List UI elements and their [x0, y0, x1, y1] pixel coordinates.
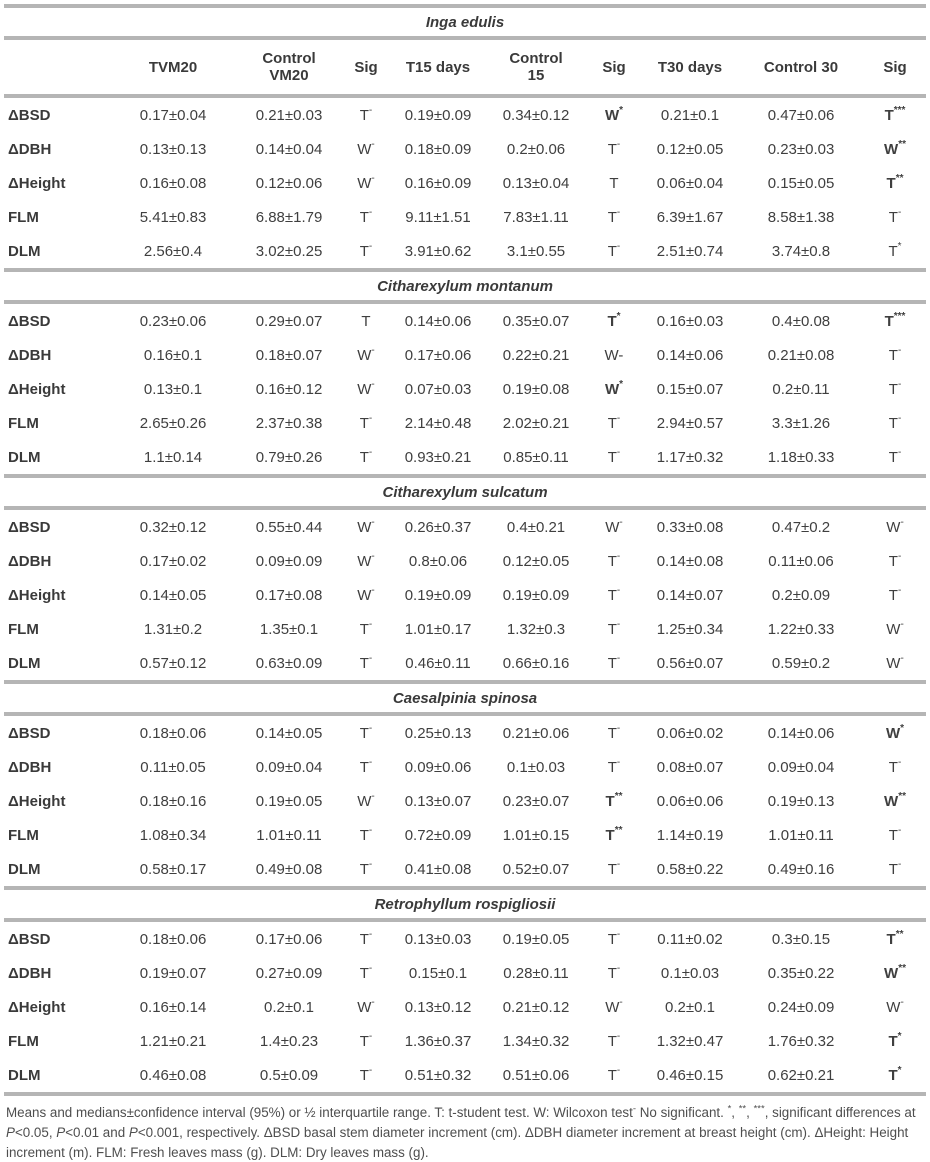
sig-cell: T- [607, 722, 621, 742]
sig-cell: T- [888, 378, 902, 398]
value-cell: 0.2±0.06 [506, 140, 566, 158]
sig-cell: T** [605, 824, 623, 844]
value-cell: 0.19±0.05 [502, 930, 570, 948]
table-row [4, 578, 926, 612]
value-cell: 1.31±0.2 [143, 620, 203, 638]
row-label: ΔDBH [8, 758, 52, 776]
value-cell: 1.76±0.32 [767, 1032, 835, 1050]
sig-cell: T- [607, 652, 621, 672]
table-footnote: Means and medians±confidence interval (95%) or ½ interquartile range. T: t-student test. W: Wilcoxon test- No significant. *, **, ***, significant differences at P<0.05, P<0.01 and P<0.001, respectively. ΔBSD basal stem diameter increment (cm). ΔDBH diameter increment at breast height (cm). ΔHeight: Height increment (m). FLM: Fresh leaves mass (g). DLM: Dry leaves mass (g). [6, 1103, 916, 1160]
species-header-row [4, 476, 926, 508]
row-label: DLM [8, 654, 41, 672]
row-label: ΔDBH [8, 964, 52, 982]
sig-cell: W- [357, 516, 375, 536]
sig-cell: W- [605, 996, 623, 1016]
value-cell: 1.14±0.19 [656, 826, 724, 844]
species-header-row [4, 6, 926, 38]
value-cell: 0.4±0.08 [771, 312, 831, 330]
sig-cell: T- [607, 618, 621, 638]
species-name: Retrophyllum rospigliosii [4, 888, 926, 920]
value-cell: 0.12±0.05 [656, 140, 724, 158]
value-cell: 0.49±0.08 [255, 860, 323, 878]
value-cell: 0.2±0.1 [665, 998, 715, 1016]
value-cell: 0.13±0.04 [502, 174, 570, 192]
value-cell: 0.09±0.06 [404, 758, 472, 776]
row-label: ΔHeight [8, 380, 66, 398]
column-header: Sig [864, 38, 926, 96]
column-header-row [4, 38, 926, 96]
sig-cell: T- [359, 928, 373, 948]
sig-cell: T- [359, 240, 373, 260]
row-label: ΔBSD [8, 518, 51, 536]
value-cell: 0.15±0.1 [408, 964, 468, 982]
value-cell: 0.17±0.04 [139, 106, 207, 124]
column-header: Sig [586, 38, 642, 96]
value-cell: 1.08±0.34 [139, 826, 207, 844]
corner-header [4, 38, 110, 96]
row-label: ΔDBH [8, 346, 52, 364]
sig-cell: W- [357, 172, 375, 192]
table-row [4, 784, 926, 818]
column-header: Control 30 [738, 38, 864, 96]
sig-cell: T- [888, 344, 902, 364]
value-cell: 0.55±0.44 [255, 518, 323, 536]
value-cell: 0.23±0.06 [139, 312, 207, 330]
row-label: FLM [8, 1032, 39, 1050]
value-cell: 1.35±0.1 [259, 620, 319, 638]
sig-cell: T** [886, 172, 904, 192]
value-cell: 0.19±0.08 [502, 380, 570, 398]
value-cell: 1.32±0.3 [506, 620, 566, 638]
value-cell: 2.65±0.26 [139, 414, 207, 432]
value-cell: 0.19±0.09 [404, 106, 472, 124]
value-cell: 0.14±0.04 [255, 140, 323, 158]
sig-cell: T- [888, 858, 902, 878]
value-cell: 0.18±0.07 [255, 346, 323, 364]
table-row [4, 508, 926, 544]
value-cell: 3.91±0.62 [404, 242, 472, 260]
row-label: FLM [8, 414, 39, 432]
value-cell: 0.09±0.04 [255, 758, 323, 776]
sig-cell: W** [884, 138, 906, 158]
value-cell: 0.28±0.11 [503, 964, 569, 982]
value-cell: 0.17±0.02 [139, 552, 207, 570]
column-header: Sig [342, 38, 390, 96]
value-cell: 1.25±0.34 [656, 620, 724, 638]
sig-cell: T** [886, 928, 904, 948]
value-cell: 0.56±0.07 [656, 654, 724, 672]
sig-cell: W- [357, 584, 375, 604]
sig-cell: T- [607, 412, 621, 432]
sig-cell: W- [886, 618, 904, 638]
value-cell: 0.4±0.21 [506, 518, 566, 536]
value-cell: 0.16±0.08 [139, 174, 207, 192]
value-cell: 2.37±0.38 [255, 414, 323, 432]
value-cell: 1.34±0.32 [502, 1032, 570, 1050]
value-cell: 1.17±0.32 [656, 448, 724, 466]
value-cell: 0.23±0.07 [502, 792, 570, 810]
row-label: ΔHeight [8, 998, 66, 1016]
row-label: FLM [8, 208, 39, 226]
sig-cell: T- [607, 138, 621, 158]
value-cell: 0.22±0.21 [502, 346, 570, 364]
value-cell: 0.1±0.03 [506, 758, 566, 776]
value-cell: 0.18±0.16 [139, 792, 207, 810]
value-cell: 0.14±0.06 [404, 312, 472, 330]
value-cell: 0.58±0.17 [139, 860, 207, 878]
value-cell: 0.16±0.14 [139, 998, 207, 1016]
value-cell: 0.13±0.03 [404, 930, 472, 948]
sig-cell: T- [359, 206, 373, 226]
species-header-row [4, 888, 926, 920]
value-cell: 0.17±0.06 [255, 930, 323, 948]
value-cell: 2.14±0.48 [404, 414, 472, 432]
sig-cell: T*** [884, 310, 906, 330]
value-cell: 0.8±0.06 [408, 552, 468, 570]
sig-cell: W- [357, 996, 375, 1016]
value-cell: 0.21±0.06 [502, 724, 570, 742]
value-cell: 0.14±0.06 [767, 724, 835, 742]
column-header: Control 15 [486, 38, 586, 96]
value-cell: 0.06±0.02 [656, 724, 724, 742]
sig-cell: T- [888, 412, 902, 432]
value-cell: 0.35±0.22 [767, 964, 835, 982]
value-cell: 1.36±0.37 [404, 1032, 472, 1050]
species-header-row [4, 682, 926, 714]
value-cell: 0.46±0.08 [110, 1058, 236, 1094]
value-cell: 0.27±0.09 [255, 964, 323, 982]
value-cell: 0.16±0.09 [404, 174, 472, 192]
table-row [4, 852, 926, 888]
row-label: DLM [8, 860, 41, 878]
value-cell: 0.11±0.06 [768, 552, 834, 570]
row-label: DLM [4, 1058, 110, 1094]
table-row [4, 750, 926, 784]
sig-cell: T- [359, 446, 373, 466]
row-label: ΔHeight [8, 792, 66, 810]
value-cell: 0.18±0.06 [139, 724, 207, 742]
value-cell: 1.01±0.11 [256, 826, 322, 844]
table-row [4, 956, 926, 990]
sig-cell: T- [607, 928, 621, 948]
table-row [4, 990, 926, 1024]
sig-cell: T- [607, 756, 621, 776]
sig-cell: T- [888, 756, 902, 776]
sig-cell: W- [605, 516, 623, 536]
sig-cell: T- [342, 1058, 390, 1094]
sig-cell: T- [586, 1058, 642, 1094]
value-cell: 0.14±0.06 [656, 346, 724, 364]
sig-cell: T- [359, 1030, 373, 1050]
value-cell: 0.35±0.07 [502, 312, 570, 330]
value-cell: 0.15±0.07 [656, 380, 724, 398]
value-cell: 0.19±0.09 [502, 586, 570, 604]
value-cell: 1.22±0.33 [767, 620, 835, 638]
row-label: ΔDBH [8, 552, 52, 570]
value-cell: 0.09±0.09 [255, 552, 323, 570]
sig-cell: T- [607, 858, 621, 878]
table-row [4, 234, 926, 270]
row-label: ΔBSD [8, 930, 51, 948]
table-row [4, 166, 926, 200]
sig-cell: T- [888, 824, 902, 844]
column-header: T30 days [642, 38, 738, 96]
sig-cell: T- [607, 550, 621, 570]
value-cell: 0.32±0.12 [139, 518, 207, 536]
sig-cell: W- [357, 344, 375, 364]
sig-cell: T- [607, 1030, 621, 1050]
value-cell: 0.51±0.32 [390, 1058, 486, 1094]
sig-cell: T- [359, 858, 373, 878]
value-cell: 2.56±0.4 [143, 242, 203, 260]
value-cell: 1.01±0.17 [404, 620, 472, 638]
value-cell: 0.21±0.03 [255, 106, 323, 124]
value-cell: 0.2±0.09 [771, 586, 831, 604]
value-cell: 1.18±0.33 [767, 448, 835, 466]
value-cell: 0.85±0.11 [503, 448, 569, 466]
sig-cell: T- [888, 550, 902, 570]
table-row [4, 612, 926, 646]
value-cell: 0.17±0.06 [404, 346, 472, 364]
value-cell: 0.52±0.07 [502, 860, 570, 878]
species-header-row [4, 270, 926, 302]
value-cell: 0.14±0.05 [255, 724, 323, 742]
value-cell: 0.11±0.02 [657, 930, 723, 948]
value-cell: 5.41±0.83 [139, 208, 207, 226]
sig-cell: T- [888, 446, 902, 466]
results-table [4, 4, 926, 1096]
sig-cell: W- [886, 996, 904, 1016]
value-cell: 0.21±0.1 [660, 106, 720, 124]
row-label: DLM [8, 448, 41, 466]
value-cell: 0.47±0.2 [771, 518, 831, 536]
value-cell: 0.29±0.07 [255, 312, 323, 330]
table-row [4, 302, 926, 338]
table-row [4, 646, 926, 682]
value-cell: 3.74±0.8 [771, 242, 831, 260]
value-cell: 1.1±0.14 [143, 448, 203, 466]
sig-cell: T- [359, 104, 373, 124]
value-cell: 0.11±0.05 [140, 758, 206, 776]
value-cell: 1.01±0.11 [768, 826, 834, 844]
value-cell: 0.93±0.21 [404, 448, 472, 466]
sig-cell: T- [359, 756, 373, 776]
value-cell: 0.16±0.03 [656, 312, 724, 330]
species-name: Inga edulis [4, 6, 926, 38]
sig-cell: T- [888, 206, 902, 226]
value-cell: 0.66±0.16 [502, 654, 570, 672]
value-cell: 0.47±0.06 [767, 106, 835, 124]
row-label: DLM [8, 242, 41, 260]
sig-cell: W* [604, 378, 624, 398]
row-label: ΔDBH [8, 140, 52, 158]
sig-cell: W- [357, 550, 375, 570]
sig-cell: T- [359, 412, 373, 432]
value-cell: 0.79±0.26 [255, 448, 323, 466]
sig-cell: T- [607, 584, 621, 604]
value-cell: 0.13±0.13 [139, 140, 207, 158]
value-cell: 0.18±0.06 [139, 930, 207, 948]
sig-cell: W** [884, 962, 906, 982]
value-cell: 2.94±0.57 [656, 414, 724, 432]
table-row [4, 714, 926, 750]
sig-cell: W- [604, 346, 624, 364]
value-cell: 0.2±0.1 [264, 998, 314, 1016]
value-cell: 0.16±0.12 [255, 380, 323, 398]
value-cell: 0.1±0.03 [660, 964, 720, 982]
row-label: FLM [8, 620, 39, 638]
sig-cell: W- [357, 378, 375, 398]
value-cell: 3.1±0.55 [506, 242, 566, 260]
column-header: Control VM20 [236, 38, 342, 96]
table-row [4, 372, 926, 406]
value-cell: 0.63±0.09 [255, 654, 323, 672]
value-cell: 0.58±0.22 [656, 860, 724, 878]
sig-cell: T [609, 174, 619, 192]
row-label: ΔHeight [8, 174, 66, 192]
value-cell: 0.3±0.15 [771, 930, 831, 948]
sig-cell: T- [359, 652, 373, 672]
sig-cell: W* [604, 104, 624, 124]
value-cell: 0.33±0.08 [656, 518, 724, 536]
sig-cell: W- [886, 652, 904, 672]
value-cell: 0.09±0.04 [767, 758, 835, 776]
value-cell: 1.32±0.47 [656, 1032, 724, 1050]
value-cell: 0.2±0.11 [772, 380, 830, 398]
value-cell: 6.39±1.67 [656, 208, 724, 226]
value-cell: 0.5±0.09 [236, 1058, 342, 1094]
value-cell: 0.21±0.08 [767, 346, 835, 364]
table-row [4, 818, 926, 852]
table-row [4, 132, 926, 166]
value-cell: 0.19±0.09 [404, 586, 472, 604]
value-cell: 0.41±0.08 [404, 860, 472, 878]
value-cell: 0.12±0.05 [502, 552, 570, 570]
value-cell: 0.62±0.21 [738, 1058, 864, 1094]
sig-cell: T- [359, 824, 373, 844]
sig-cell: T- [359, 618, 373, 638]
value-cell: 0.13±0.07 [404, 792, 472, 810]
table-row [4, 338, 926, 372]
sig-cell: T*** [884, 104, 906, 124]
value-cell: 3.02±0.25 [255, 242, 323, 260]
sig-cell: T- [359, 722, 373, 742]
value-cell: 9.11±1.51 [405, 208, 471, 226]
value-cell: 2.02±0.21 [502, 414, 570, 432]
value-cell: 2.51±0.74 [656, 242, 724, 260]
sig-cell: T- [359, 962, 373, 982]
sig-cell: W** [884, 790, 906, 810]
value-cell: 1.21±0.21 [139, 1032, 207, 1050]
species-name: Caesalpinia spinosa [4, 682, 926, 714]
sig-cell: T* [888, 240, 902, 260]
value-cell: 0.19±0.05 [255, 792, 323, 810]
value-cell: 1.4±0.23 [259, 1032, 319, 1050]
table-row [4, 440, 926, 476]
table-row [4, 200, 926, 234]
sig-cell: T- [607, 446, 621, 466]
value-cell: 0.46±0.15 [642, 1058, 738, 1094]
value-cell: 0.13±0.12 [404, 998, 472, 1016]
value-cell: 3.3±1.26 [771, 414, 831, 432]
value-cell: 0.21±0.12 [502, 998, 570, 1016]
value-cell: 0.24±0.09 [767, 998, 835, 1016]
table-row [4, 544, 926, 578]
value-cell: 8.58±1.38 [767, 208, 835, 226]
row-label: ΔHeight [8, 586, 66, 604]
sig-cell: T* [888, 1030, 902, 1050]
row-label: ΔBSD [8, 106, 51, 124]
sig-cell: T* [607, 310, 621, 330]
value-cell: 1.01±0.15 [502, 826, 570, 844]
value-cell: 0.14±0.08 [656, 552, 724, 570]
value-cell: 0.46±0.11 [405, 654, 471, 672]
row-label: FLM [8, 826, 39, 844]
table-row [4, 406, 926, 440]
value-cell: 0.15±0.05 [767, 174, 835, 192]
column-header: T15 days [390, 38, 486, 96]
sig-cell: T- [607, 240, 621, 260]
sig-cell: T [361, 312, 371, 330]
sig-cell: T* [864, 1058, 926, 1094]
value-cell: 0.17±0.08 [255, 586, 323, 604]
sig-cell: W* [885, 722, 905, 742]
value-cell: 0.19±0.13 [767, 792, 835, 810]
value-cell: 0.18±0.09 [404, 140, 472, 158]
species-name: Citharexylum sulcatum [4, 476, 926, 508]
value-cell: 0.51±0.06 [486, 1058, 586, 1094]
value-cell: 0.06±0.06 [656, 792, 724, 810]
value-cell: 0.12±0.06 [255, 174, 323, 192]
value-cell: 6.88±1.79 [255, 208, 323, 226]
value-cell: 0.07±0.03 [404, 380, 472, 398]
value-cell: 0.23±0.03 [767, 140, 835, 158]
value-cell: 0.72±0.09 [404, 826, 472, 844]
value-cell: 0.16±0.1 [143, 346, 203, 364]
table-row [4, 920, 926, 956]
species-name: Citharexylum montanum [4, 270, 926, 302]
sig-cell: T** [605, 790, 623, 810]
sig-cell: W- [886, 516, 904, 536]
value-cell: 0.14±0.07 [656, 586, 724, 604]
column-header: TVM20 [110, 38, 236, 96]
value-cell: 0.08±0.07 [656, 758, 724, 776]
sig-cell: T- [607, 962, 621, 982]
value-cell: 0.25±0.13 [404, 724, 472, 742]
value-cell: 0.59±0.2 [771, 654, 831, 672]
value-cell: 0.49±0.16 [767, 860, 835, 878]
sig-cell: T- [888, 584, 902, 604]
value-cell: 0.34±0.12 [502, 106, 570, 124]
row-label: ΔBSD [8, 312, 51, 330]
table-row [4, 1058, 926, 1094]
sig-cell: T- [607, 206, 621, 226]
value-cell: 0.13±0.1 [143, 380, 203, 398]
value-cell: 0.19±0.07 [139, 964, 207, 982]
value-cell: 0.57±0.12 [139, 654, 207, 672]
table-row [4, 1024, 926, 1058]
value-cell: 0.14±0.05 [139, 586, 207, 604]
sig-cell: W- [357, 138, 375, 158]
row-label: ΔBSD [8, 724, 51, 742]
sig-cell: W- [357, 790, 375, 810]
value-cell: 0.26±0.37 [404, 518, 472, 536]
value-cell: 7.83±1.11 [503, 208, 569, 226]
table-row [4, 96, 926, 132]
value-cell: 0.06±0.04 [656, 174, 724, 192]
